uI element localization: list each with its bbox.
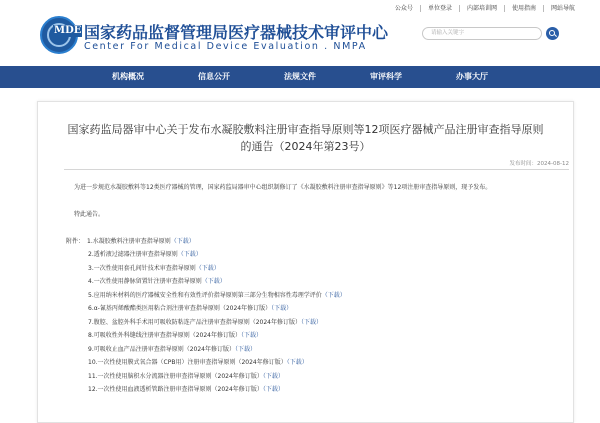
site-title-cn: 国家药品监督管理局医疗器械技术审评中心 — [84, 23, 389, 42]
attachment-item — [88, 319, 322, 327]
attachment-name: 2.透析液过滤器注册审查指导原则 — [88, 251, 178, 259]
nav-item-info[interactable]: 信息公开 — [198, 72, 230, 81]
download-link[interactable]: （下载） — [262, 385, 284, 393]
attachment-item — [88, 292, 346, 300]
attachment-label: 附件： — [66, 238, 85, 245]
attachment-name: 12.一次性使用血液透析管路注册审查指导原则（2024年修订版） — [88, 385, 263, 393]
attachment-item — [88, 265, 220, 273]
attachment-item — [88, 332, 262, 340]
download-link[interactable]: （下载） — [201, 278, 226, 286]
top-link-guide[interactable]: 使用指南 — [504, 5, 543, 12]
attachment-name: 6.α-氰基丙烯酸酯类医用粘合剂注册审查指导原则（2024年修订版） — [88, 305, 272, 313]
search-input[interactable]: 请输入关键字 — [422, 27, 542, 40]
nav-item-service[interactable]: 办事大厅 — [456, 72, 488, 81]
download-link[interactable]: （下载） — [321, 291, 346, 299]
attachment-name: 7.腹腔、盆腔外科手术用可吸收防粘连产品注册审查指导原则（2024年修订版） — [88, 318, 301, 326]
article-paragraph: 为进一步规范水凝胶敷料等12类医疗器械的管理，国家药监局器审中心组织制修订了《水凝胶敷料注册审查指导原则》等12项注册审查指导原则，现予发布。 — [74, 184, 492, 191]
download-link[interactable]: （下载） — [195, 264, 220, 272]
attachment-name: 5.应用纳米材料的医疗器械安全性和有效性评价指导原则第三部分生物相容性毒理学评价 — [88, 291, 322, 299]
nav-item-about[interactable]: 机构概况 — [112, 72, 144, 81]
attachment-item — [88, 305, 292, 313]
download-link[interactable]: （下载） — [271, 305, 293, 313]
search-icon[interactable] — [546, 27, 559, 40]
attachment-item — [88, 386, 284, 394]
download-link[interactable]: （下载） — [286, 359, 308, 367]
article-closing: 特此通告。 — [74, 211, 105, 218]
top-link-wechat[interactable]: 公众号 — [394, 5, 413, 12]
top-links — [388, 5, 582, 12]
attachment-item — [88, 346, 256, 354]
download-link[interactable]: （下载） — [301, 318, 323, 326]
attachment-name: 4.一次性使用静脉留置针注册审查指导原则 — [88, 278, 202, 286]
nav-item-science[interactable]: 审评科学 — [370, 72, 402, 81]
article-title — [38, 121, 573, 155]
article-title-line2: 的通告（2024年第23号） — [240, 140, 371, 153]
attachment-item — [88, 373, 284, 381]
download-link[interactable]: （下载） — [262, 372, 284, 380]
article-title-line1: 国家药监局器审中心关于发布水凝胶敷料注册审查指导原则等12项医疗器械产品注册审查指导原则 — [67, 123, 544, 136]
divider — [64, 169, 569, 170]
attachment-item — [88, 278, 226, 286]
top-link-training[interactable]: 内部培训网 — [459, 5, 504, 12]
publish-date: 发布时间：2024-08-12 — [509, 161, 569, 167]
main-nav — [0, 66, 600, 88]
attachment-name: 3.一次性使用套孔间针技术审查指导原则 — [88, 264, 196, 272]
article-card — [37, 101, 574, 423]
attachment-name: 10.一次性使用膜式氧合器（CPB用）注册审查指导原则（2024年修订版） — [88, 359, 287, 367]
attachment-item — [87, 238, 195, 246]
top-link-sitemap[interactable]: 网站导航 — [543, 5, 582, 12]
attachment-name: 1.水凝胶敷料注册审查指导原则 — [87, 238, 171, 245]
attachment-name: 9.可吸收止血产品注册审查指导原则（2024年修订版） — [88, 345, 235, 353]
download-link[interactable]: （下载） — [170, 238, 195, 245]
download-link[interactable]: （下载） — [235, 345, 257, 353]
attachment-item — [88, 359, 308, 367]
top-link-login[interactable]: 单位登录 — [420, 5, 459, 12]
site-title-en: Center For Medical Device Evaluation . NMPA — [84, 41, 367, 52]
attachment-name: 8.可吸收性外科缝线注册审查指导原则（2024年修订版） — [88, 332, 241, 340]
attachment-item — [88, 251, 202, 259]
logo-text: MDE — [54, 25, 82, 36]
attachment-name: 11.一次性使用脑积水分流器注册审查指导原则（2024年修订版） — [88, 372, 263, 380]
download-link[interactable]: （下载） — [177, 251, 202, 259]
download-link[interactable]: （下载） — [241, 332, 263, 340]
nav-item-regulations[interactable]: 法规文件 — [284, 72, 316, 81]
